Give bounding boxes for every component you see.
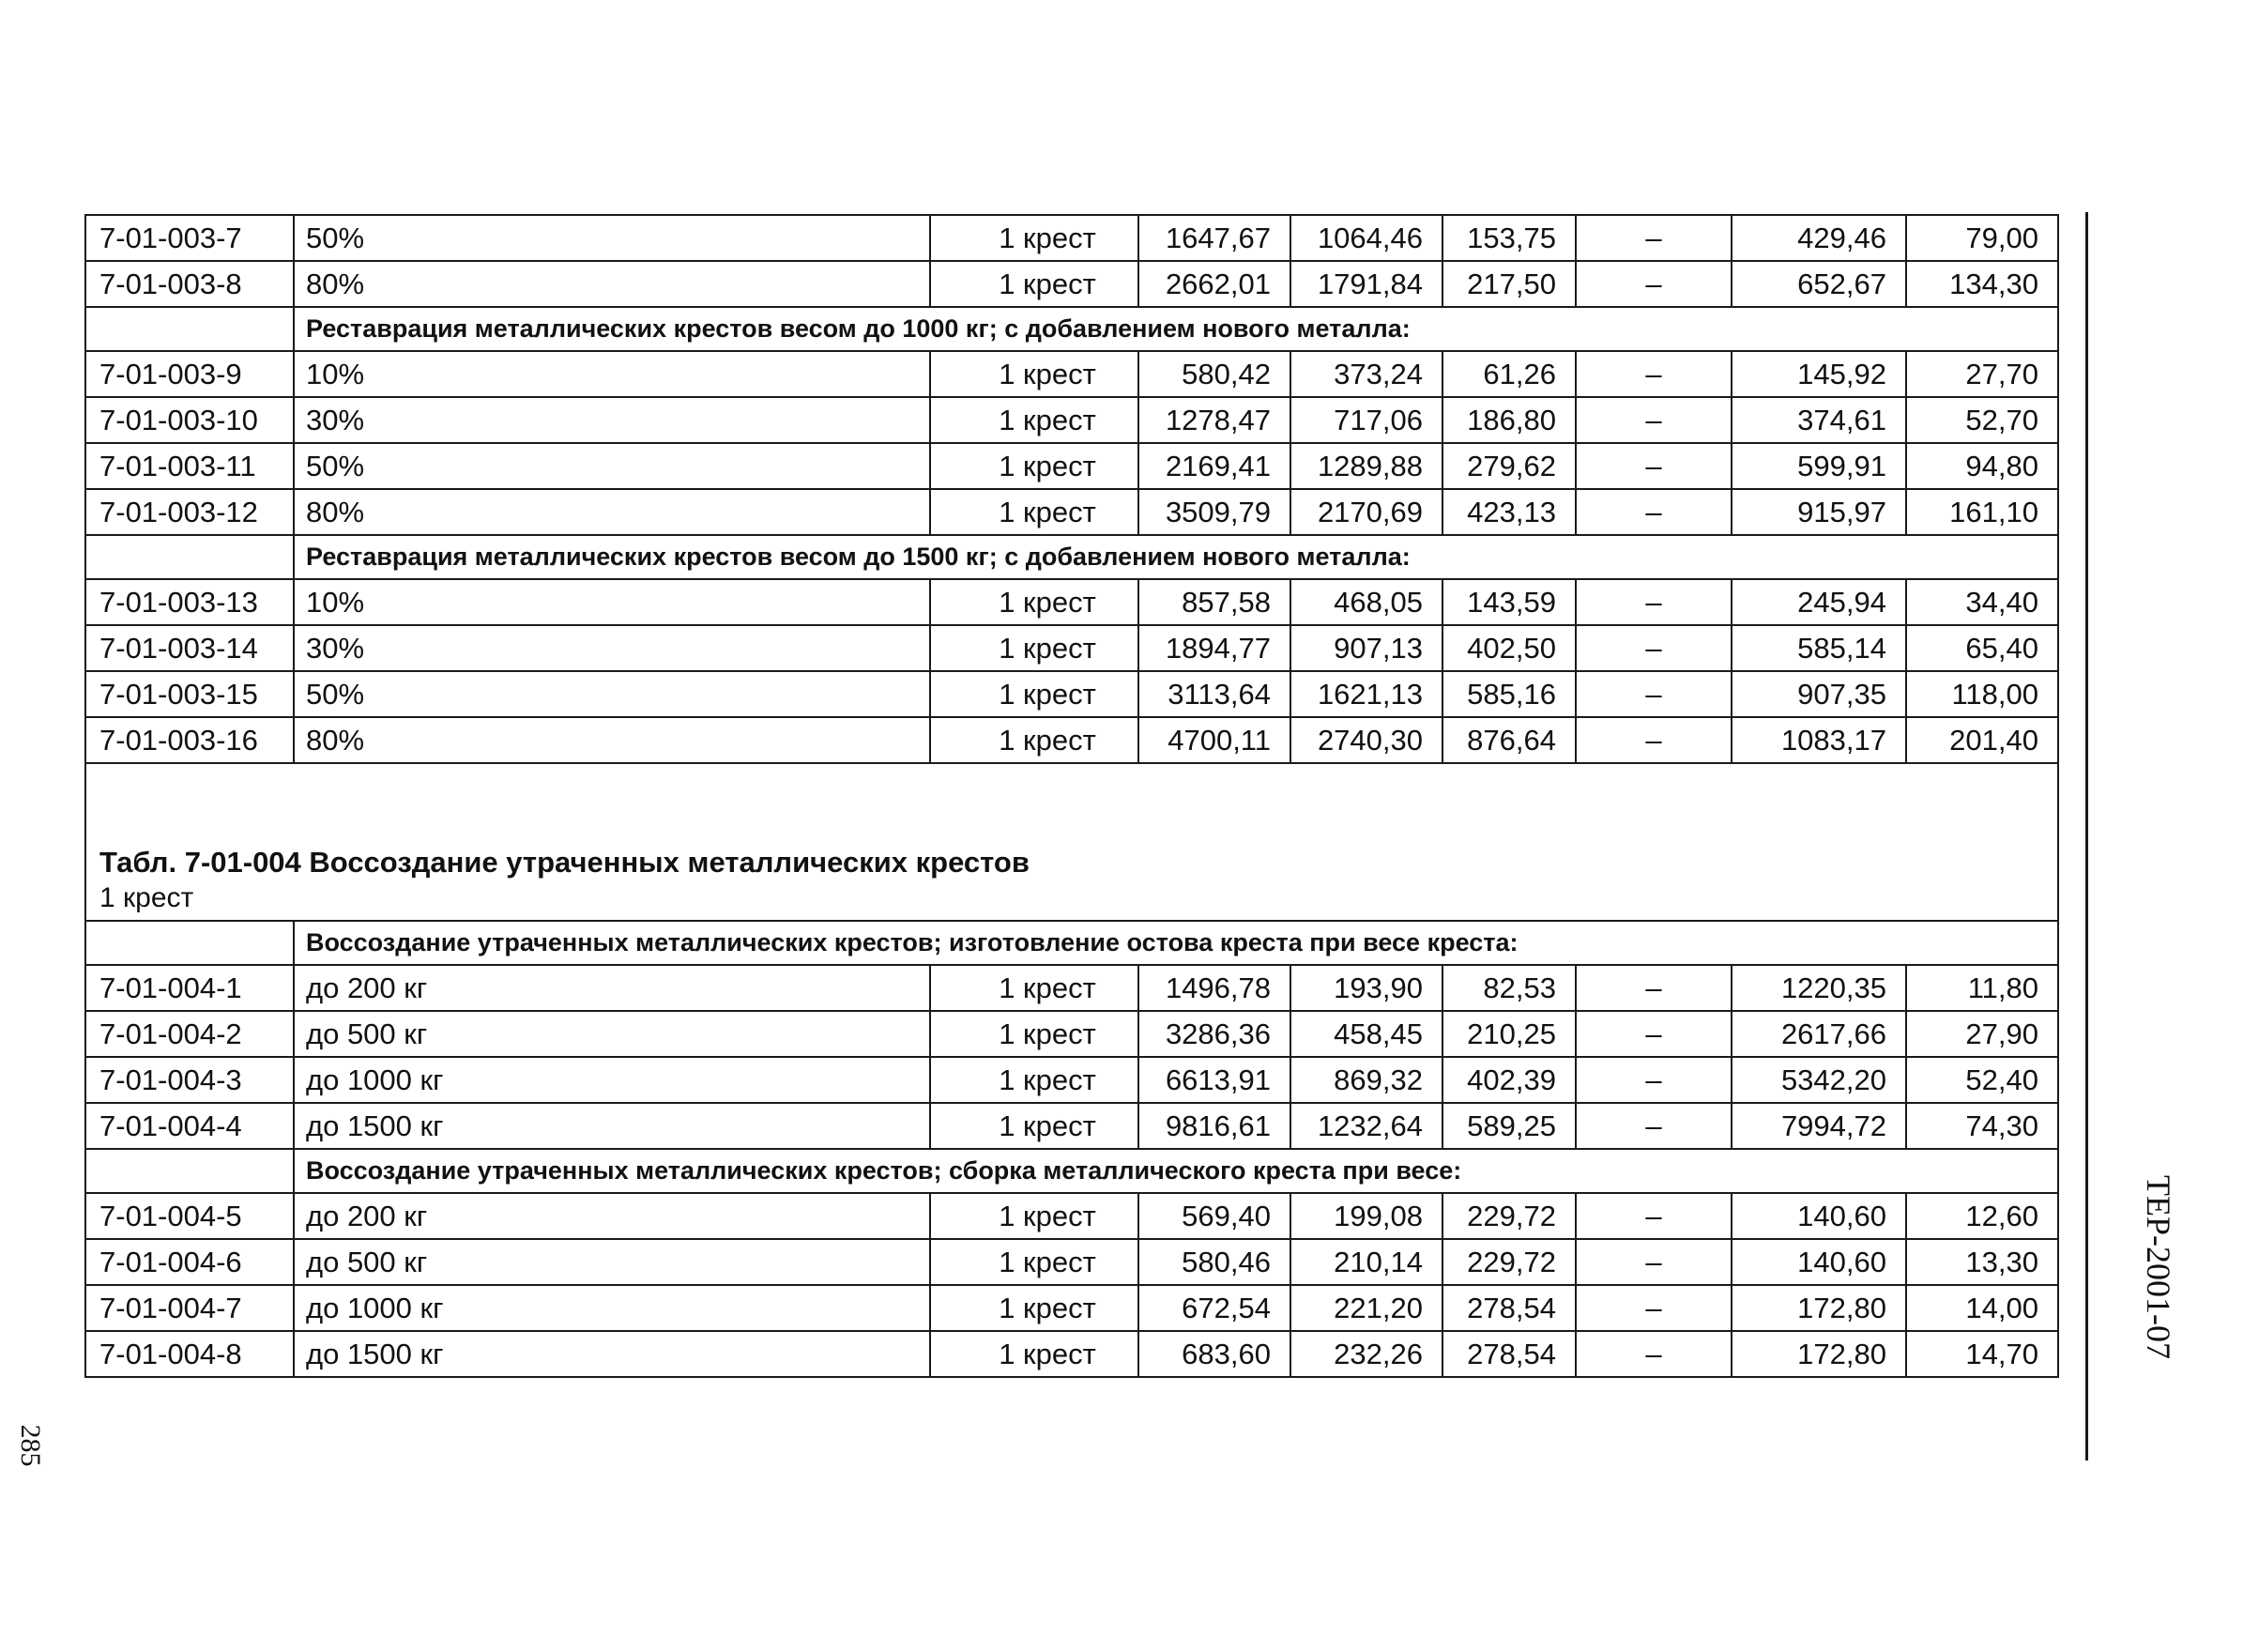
wages-cell: 717,06 [1290, 397, 1442, 443]
rate-code-cell: 7-01-003-9 [85, 351, 294, 397]
machines-cell: 876,64 [1442, 717, 1576, 763]
unit-cell: 1 крест [930, 1331, 1138, 1377]
table-row [85, 965, 2058, 1011]
labor-cell: 11,80 [1906, 965, 2058, 1011]
labor-cell: 13,30 [1906, 1239, 2058, 1285]
total-cost-cell: 580,42 [1138, 351, 1290, 397]
section1-body [85, 215, 2058, 307]
unit-cell: 1 крест [930, 579, 1138, 625]
labor-cell: 134,30 [1906, 261, 2058, 307]
total-cost-cell: 3509,79 [1138, 489, 1290, 535]
group-empty-cell [85, 921, 294, 965]
machinist-wages-cell: – [1576, 625, 1732, 671]
rates-table [84, 214, 2059, 1378]
machinist-wages-cell: – [1576, 965, 1732, 1011]
wages-cell: 458,45 [1290, 1011, 1442, 1057]
right-margin-line [2085, 212, 2088, 1461]
labor-cell: 52,70 [1906, 397, 2058, 443]
materials-cell: 140,60 [1732, 1193, 1906, 1239]
description-cell: до 500 кг [294, 1011, 930, 1057]
wages-cell: 1791,84 [1290, 261, 1442, 307]
labor-cell: 12,60 [1906, 1193, 2058, 1239]
group-row [85, 1149, 2058, 1193]
machinist-wages-cell: – [1576, 671, 1732, 717]
machinist-wages-cell: – [1576, 1057, 1732, 1103]
total-cost-cell: 857,58 [1138, 579, 1290, 625]
total-cost-cell: 1894,77 [1138, 625, 1290, 671]
unit-cell: 1 крест [930, 443, 1138, 489]
section4-body [85, 965, 2058, 1149]
total-cost-cell: 1647,67 [1138, 215, 1290, 261]
materials-cell: 585,14 [1732, 625, 1906, 671]
table-row [85, 351, 2058, 397]
description-cell: 30% [294, 625, 930, 671]
group-empty-cell [85, 307, 294, 351]
wages-cell: 221,20 [1290, 1285, 1442, 1331]
wages-cell: 373,24 [1290, 351, 1442, 397]
materials-cell: 7994,72 [1732, 1103, 1906, 1149]
description-cell: 80% [294, 261, 930, 307]
table-row [85, 625, 2058, 671]
materials-cell: 652,67 [1732, 261, 1906, 307]
wages-cell: 869,32 [1290, 1057, 1442, 1103]
labor-cell: 161,10 [1906, 489, 2058, 535]
wages-cell: 907,13 [1290, 625, 1442, 671]
table-row [85, 579, 2058, 625]
materials-cell: 907,35 [1732, 671, 1906, 717]
machinist-wages-cell: – [1576, 579, 1732, 625]
table-row [85, 717, 2058, 763]
materials-cell: 915,97 [1732, 489, 1906, 535]
description-cell: 80% [294, 717, 930, 763]
table-004-header-cell [85, 763, 2058, 921]
description-cell: 80% [294, 489, 930, 535]
unit-cell: 1 крест [930, 351, 1138, 397]
labor-cell: 14,00 [1906, 1285, 2058, 1331]
table-row [85, 1057, 2058, 1103]
machines-cell: 210,25 [1442, 1011, 1576, 1057]
description-cell: 30% [294, 397, 930, 443]
table-row [85, 1239, 2058, 1285]
rate-code-cell: 7-01-003-8 [85, 261, 294, 307]
table-row [85, 1011, 2058, 1057]
wages-cell: 2740,30 [1290, 717, 1442, 763]
wages-cell: 193,90 [1290, 965, 1442, 1011]
machines-cell: 278,54 [1442, 1331, 1576, 1377]
group-1000-body [85, 307, 2058, 351]
rate-code-cell: 7-01-004-8 [85, 1331, 294, 1377]
rate-code-cell: 7-01-004-7 [85, 1285, 294, 1331]
section2-body [85, 351, 2058, 535]
description-cell: 10% [294, 579, 930, 625]
description-cell: 50% [294, 671, 930, 717]
table-row [85, 1285, 2058, 1331]
labor-cell: 27,90 [1906, 1011, 2058, 1057]
materials-cell: 172,80 [1732, 1285, 1906, 1331]
unit-cell: 1 крест [930, 1103, 1138, 1149]
labor-cell: 14,70 [1906, 1331, 2058, 1377]
labor-cell: 34,40 [1906, 579, 2058, 625]
group-assembly-body [85, 1149, 2058, 1193]
machinist-wages-cell: – [1576, 1193, 1732, 1239]
total-cost-cell: 569,40 [1138, 1193, 1290, 1239]
materials-cell: 140,60 [1732, 1239, 1906, 1285]
total-cost-cell: 1278,47 [1138, 397, 1290, 443]
machinist-wages-cell: – [1576, 215, 1732, 261]
wages-cell: 1621,13 [1290, 671, 1442, 717]
group-title-1000: Реставрация металлических крестов весом до 1000 кг; с добавлением нового металла: [294, 307, 2058, 351]
materials-cell: 1083,17 [1732, 717, 1906, 763]
machinist-wages-cell: – [1576, 717, 1732, 763]
total-cost-cell: 4700,11 [1138, 717, 1290, 763]
machines-cell: 217,50 [1442, 261, 1576, 307]
unit-cell: 1 крест [930, 397, 1138, 443]
description-cell: до 1500 кг [294, 1103, 930, 1149]
machinist-wages-cell: – [1576, 1239, 1732, 1285]
description-cell: до 200 кг [294, 965, 930, 1011]
table-row [85, 489, 2058, 535]
machinist-wages-cell: – [1576, 1011, 1732, 1057]
total-cost-cell: 3286,36 [1138, 1011, 1290, 1057]
unit-cell: 1 крест [930, 965, 1138, 1011]
description-cell: до 200 кг [294, 1193, 930, 1239]
materials-cell: 145,92 [1732, 351, 1906, 397]
unit-cell: 1 крест [930, 625, 1138, 671]
materials-cell: 1220,35 [1732, 965, 1906, 1011]
table-row [85, 443, 2058, 489]
machines-cell: 589,25 [1442, 1103, 1576, 1149]
unit-cell: 1 крест [930, 1239, 1138, 1285]
materials-cell: 599,91 [1732, 443, 1906, 489]
rate-code-cell: 7-01-003-16 [85, 717, 294, 763]
group-row [85, 535, 2058, 579]
total-cost-cell: 2169,41 [1138, 443, 1290, 489]
unit-cell: 1 крест [930, 717, 1138, 763]
rate-code-cell: 7-01-003-12 [85, 489, 294, 535]
labor-cell: 65,40 [1906, 625, 2058, 671]
wages-cell: 1064,46 [1290, 215, 1442, 261]
total-cost-cell: 6613,91 [1138, 1057, 1290, 1103]
description-cell: 50% [294, 443, 930, 489]
machinist-wages-cell: – [1576, 1103, 1732, 1149]
total-cost-cell: 580,46 [1138, 1239, 1290, 1285]
machines-cell: 153,75 [1442, 215, 1576, 261]
table-004-header-body [85, 763, 2058, 965]
total-cost-cell: 1496,78 [1138, 965, 1290, 1011]
machines-cell: 229,72 [1442, 1193, 1576, 1239]
group-1500-body [85, 535, 2058, 579]
machines-cell: 402,39 [1442, 1057, 1576, 1103]
machinist-wages-cell: – [1576, 261, 1732, 307]
table-004-title: Табл. 7-01-004 Воссоздание утраченных металлических крестов [99, 846, 1030, 879]
materials-cell: 245,94 [1732, 579, 1906, 625]
section5-body [85, 1193, 2058, 1377]
table-row [85, 215, 2058, 261]
page-number: 285 [15, 1424, 46, 1467]
group-empty-cell [85, 535, 294, 579]
wages-cell: 1289,88 [1290, 443, 1442, 489]
section3-body [85, 579, 2058, 763]
total-cost-cell: 2662,01 [1138, 261, 1290, 307]
machines-cell: 186,80 [1442, 397, 1576, 443]
materials-cell: 2617,66 [1732, 1011, 1906, 1057]
machines-cell: 82,53 [1442, 965, 1576, 1011]
wages-cell: 232,26 [1290, 1331, 1442, 1377]
machinist-wages-cell: – [1576, 489, 1732, 535]
group-empty-cell [85, 1149, 294, 1193]
labor-cell: 201,40 [1906, 717, 2058, 763]
wages-cell: 2170,69 [1290, 489, 1442, 535]
table-row [85, 671, 2058, 717]
rate-code-cell: 7-01-004-5 [85, 1193, 294, 1239]
machines-cell: 279,62 [1442, 443, 1576, 489]
table-004-unit: 1 крест [99, 882, 194, 913]
materials-cell: 374,61 [1732, 397, 1906, 443]
machines-cell: 143,59 [1442, 579, 1576, 625]
unit-cell: 1 крест [930, 1057, 1138, 1103]
machinist-wages-cell: – [1576, 351, 1732, 397]
unit-cell: 1 крест [930, 671, 1138, 717]
labor-cell: 118,00 [1906, 671, 2058, 717]
labor-cell: 94,80 [1906, 443, 2058, 489]
labor-cell: 27,70 [1906, 351, 2058, 397]
unit-cell: 1 крест [930, 261, 1138, 307]
table-row [85, 1103, 2058, 1149]
machines-cell: 61,26 [1442, 351, 1576, 397]
rate-code-cell: 7-01-003-11 [85, 443, 294, 489]
total-cost-cell: 9816,61 [1138, 1103, 1290, 1149]
materials-cell: 5342,20 [1732, 1057, 1906, 1103]
unit-cell: 1 крест [930, 1285, 1138, 1331]
rate-code-cell: 7-01-003-14 [85, 625, 294, 671]
wages-cell: 1232,64 [1290, 1103, 1442, 1149]
group-title-frame: Воссоздание утраченных металлических крестов; изготовление остова креста при весе креста: [294, 921, 2058, 965]
machinist-wages-cell: – [1576, 397, 1732, 443]
total-cost-cell: 683,60 [1138, 1331, 1290, 1377]
group-title-1500: Реставрация металлических крестов весом до 1500 кг; с добавлением нового металла: [294, 535, 2058, 579]
table-row [85, 1331, 2058, 1377]
group-row [85, 307, 2058, 351]
total-cost-cell: 3113,64 [1138, 671, 1290, 717]
machines-cell: 585,16 [1442, 671, 1576, 717]
labor-cell: 52,40 [1906, 1057, 2058, 1103]
machinist-wages-cell: – [1576, 1285, 1732, 1331]
machinist-wages-cell: – [1576, 1331, 1732, 1377]
description-cell: 10% [294, 351, 930, 397]
table-004-header-row [85, 763, 2058, 921]
description-cell: 50% [294, 215, 930, 261]
total-cost-cell: 672,54 [1138, 1285, 1290, 1331]
machinist-wages-cell: – [1576, 443, 1732, 489]
labor-cell: 79,00 [1906, 215, 2058, 261]
rate-code-cell: 7-01-003-7 [85, 215, 294, 261]
table-row [85, 1193, 2058, 1239]
description-cell: до 1500 кг [294, 1331, 930, 1377]
group-title-assembly: Воссоздание утраченных металлических крестов; сборка металлического креста при весе: [294, 1149, 2058, 1193]
rate-code-cell: 7-01-003-15 [85, 671, 294, 717]
rate-code-cell: 7-01-004-1 [85, 965, 294, 1011]
unit-cell: 1 крест [930, 1193, 1138, 1239]
group-row [85, 921, 2058, 965]
materials-cell: 172,80 [1732, 1331, 1906, 1377]
machines-cell: 278,54 [1442, 1285, 1576, 1331]
rate-code-cell: 7-01-003-10 [85, 397, 294, 443]
rate-code-cell: 7-01-004-6 [85, 1239, 294, 1285]
machines-cell: 423,13 [1442, 489, 1576, 535]
machines-cell: 402,50 [1442, 625, 1576, 671]
rate-code-cell: 7-01-004-2 [85, 1011, 294, 1057]
materials-cell: 429,46 [1732, 215, 1906, 261]
unit-cell: 1 крест [930, 1011, 1138, 1057]
table-row [85, 261, 2058, 307]
document-code: ТЕР-2001-07 [2140, 1175, 2177, 1359]
unit-cell: 1 крест [930, 489, 1138, 535]
wages-cell: 468,05 [1290, 579, 1442, 625]
unit-cell: 1 крест [930, 215, 1138, 261]
machines-cell: 229,72 [1442, 1239, 1576, 1285]
description-cell: до 500 кг [294, 1239, 930, 1285]
rate-code-cell: 7-01-004-3 [85, 1057, 294, 1103]
wages-cell: 210,14 [1290, 1239, 1442, 1285]
description-cell: до 1000 кг [294, 1285, 930, 1331]
labor-cell: 74,30 [1906, 1103, 2058, 1149]
rate-code-cell: 7-01-003-13 [85, 579, 294, 625]
wages-cell: 199,08 [1290, 1193, 1442, 1239]
description-cell: до 1000 кг [294, 1057, 930, 1103]
rate-code-cell: 7-01-004-4 [85, 1103, 294, 1149]
table-row [85, 397, 2058, 443]
